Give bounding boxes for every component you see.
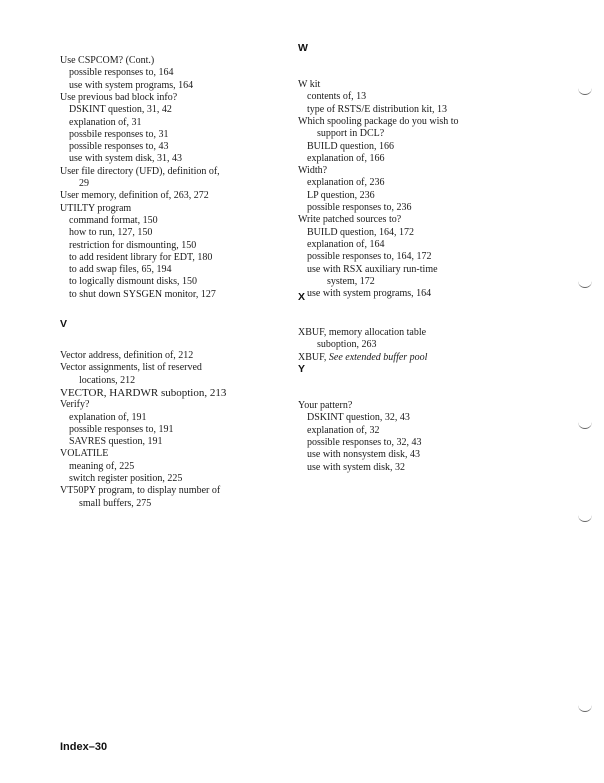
index-entry: [60, 215, 330, 227]
index-entry: [60, 350, 330, 362]
index-entry-text: contents of, 13: [307, 91, 367, 103]
index-entry: [298, 352, 568, 364]
index-entry: [298, 264, 568, 289]
index-entry-text: possbile responses to, 31: [69, 128, 169, 140]
index-entry-text: possible responses to, 164: [69, 67, 174, 79]
index-entry: [60, 448, 330, 460]
index-entry-text: to add swap files, 65, 194: [69, 264, 172, 276]
index-entry: [298, 141, 568, 153]
index-entry: [60, 362, 330, 387]
index-entry-text: Which spooling package do you wish to: [298, 115, 459, 127]
index-entry: [298, 153, 568, 165]
index-entry-text: use with system disk, 31, 43: [69, 153, 183, 165]
index-entry-text: BUILD question, 164, 172: [307, 226, 414, 238]
margin-mark: [578, 705, 592, 712]
section-letter-v: V: [60, 318, 68, 330]
index-entry-text: explanation of, 166: [307, 152, 385, 164]
index-entry-text: XBUF, memory allocation table: [298, 327, 427, 338]
section-letter-x: X: [298, 291, 306, 303]
index-entry-text: Verify?: [60, 399, 90, 411]
index-entry: [298, 412, 568, 424]
index-entry: [60, 153, 330, 165]
index-entry: [60, 264, 330, 276]
index-entry-text: how to run, 127, 150: [69, 227, 153, 239]
margin-mark: [578, 515, 592, 522]
index-entry: [60, 92, 330, 104]
margin-mark: [578, 88, 592, 95]
section-letter-y: Y: [298, 363, 306, 375]
page-footer-label: Index–30: [60, 741, 108, 753]
index-entry-text: explanation of, 236: [307, 177, 385, 189]
section-letter-w: W: [298, 42, 308, 54]
index-entry: [60, 117, 330, 129]
index-entry-text: possible responses to, 164, 172: [307, 251, 432, 263]
index-entry-text: SAVRES question, 191: [69, 436, 163, 448]
index-entry: [298, 449, 568, 461]
index-entry: [298, 400, 568, 412]
index-entry-text: use with RSX auxiliary run-time: [307, 263, 438, 275]
index-entry: [298, 177, 568, 189]
index-entry: [298, 227, 568, 239]
index-entry: [60, 190, 330, 202]
index-entry: [60, 67, 330, 79]
index-entry: [298, 202, 568, 214]
index-entry-text: explanation of, 191: [69, 411, 147, 423]
index-entry: [298, 214, 568, 226]
index-entry-text: use with nonsystem disk, 43: [307, 449, 421, 461]
index-entry-text: possible responses to, 236: [307, 202, 412, 213]
index-entry: [60, 436, 330, 448]
index-entry: [60, 55, 330, 67]
index-entry-text: possible responses to, 43: [69, 141, 169, 153]
index-entry-text: use with system programs, 164: [69, 79, 194, 91]
index-entry-text: Vector address, definition of, 212: [60, 350, 194, 361]
index-entry-continuation: locations, 212: [79, 374, 136, 386]
index-entry-text: W kit: [298, 79, 321, 90]
index-entry: [60, 424, 330, 436]
index-entry: [298, 462, 568, 474]
index-entry-continuation: suboption, 263: [317, 339, 377, 351]
index-entry-text: use with system disk, 32: [307, 461, 406, 473]
index-entry-continuation: small buffers, 275: [79, 497, 152, 509]
index-entry-text: restriction for dismounting, 150: [69, 239, 197, 251]
index-entry: [298, 91, 568, 103]
index-entry-text: LP question, 236: [307, 189, 375, 201]
index-entry-text: VT50PY program, to display number of: [60, 485, 221, 497]
index-entry: [298, 239, 568, 251]
index-entry-text: Vector assignments, list of reserved: [60, 362, 202, 374]
index-entry-text: to add resident library for EDT, 180: [69, 251, 213, 263]
index-entry-text: BUILD question, 166: [307, 140, 394, 152]
index-entry: [60, 80, 330, 92]
index-entry: [298, 327, 568, 352]
index-entry-text: Width?: [298, 165, 328, 177]
index-entry: [60, 276, 330, 288]
index-entry-text: to logically dismount disks, 150: [69, 276, 198, 288]
index-entry-text: VOLATILE: [60, 448, 109, 460]
index-entry-text: explanation of, 164: [307, 238, 385, 250]
index-entry: [60, 166, 330, 191]
index-entry-text: Use previous bad block info?: [60, 91, 178, 103]
index-entry-text: Use CSPCOM? (Cont.): [60, 55, 155, 66]
index-entry: [298, 104, 568, 116]
index-entry: [298, 288, 568, 300]
index-entry: [60, 461, 330, 473]
index-entry: [60, 203, 330, 215]
index-entry: [298, 251, 568, 263]
index-entry: [298, 116, 568, 141]
index-entry-continuation: system, 172: [327, 275, 375, 287]
margin-mark: [578, 281, 592, 288]
index-entry-text: UTILTY program: [60, 202, 132, 214]
index-entry-text: DSKINT question, 31, 42: [69, 104, 172, 116]
index-entry-text: meaning of, 225: [69, 460, 135, 472]
index-entry: [60, 240, 330, 252]
index-entry: [298, 165, 568, 177]
index-entry: [60, 485, 330, 510]
index-entry: [298, 425, 568, 437]
index-entry: [60, 141, 330, 153]
index-entry-text: User memory, definition of, 263, 272: [60, 190, 209, 202]
index-entry-text: type of RSTS/E distribution kit, 13: [307, 103, 448, 115]
index-entry-text: explanation of, 32: [307, 424, 380, 436]
index-entry: [60, 473, 330, 485]
index-entry: [60, 129, 330, 141]
index-entry-text: Your pattern?: [298, 400, 353, 411]
index-entry-text: possible responses to, 32, 43: [307, 436, 422, 448]
index-entry-text: DSKINT question, 32, 43: [307, 412, 410, 424]
index-entry-text: to shut down SYSGEN monitor, 127: [69, 288, 216, 300]
index-entry-see-reference: See extended buffer pool: [328, 351, 428, 363]
index-entry-text: VECTOR, HARDWR suboption, 213: [60, 386, 227, 399]
index-entry-text: command format, 150: [69, 214, 158, 226]
index-entry: [60, 387, 330, 399]
index-entry: [60, 289, 330, 301]
margin-mark: [578, 422, 592, 429]
index-entry: [60, 227, 330, 239]
index-entry-text: possible responses to, 191: [69, 423, 174, 435]
index-entry-text: User file directory (UFD), definition of,: [60, 165, 220, 177]
index-entry: [60, 399, 330, 411]
index-entry-continuation: support in DCL?: [317, 128, 385, 140]
index-entry: [298, 190, 568, 202]
index-entry-text: use with system programs, 164: [307, 288, 432, 300]
index-entry-text: explanation of, 31: [69, 116, 142, 128]
index-entry: [298, 79, 568, 91]
index-entry: [60, 252, 330, 264]
index-entry: [60, 104, 330, 116]
index-entry-text: switch register position, 225: [69, 473, 183, 484]
index-entry: [60, 412, 330, 424]
index-entry: [298, 437, 568, 449]
index-entry-text: XBUF, See extended buffer pool: [298, 351, 428, 363]
index-entry-text: Write patched sources to?: [298, 214, 402, 226]
index-entry-continuation: 29: [79, 177, 89, 189]
